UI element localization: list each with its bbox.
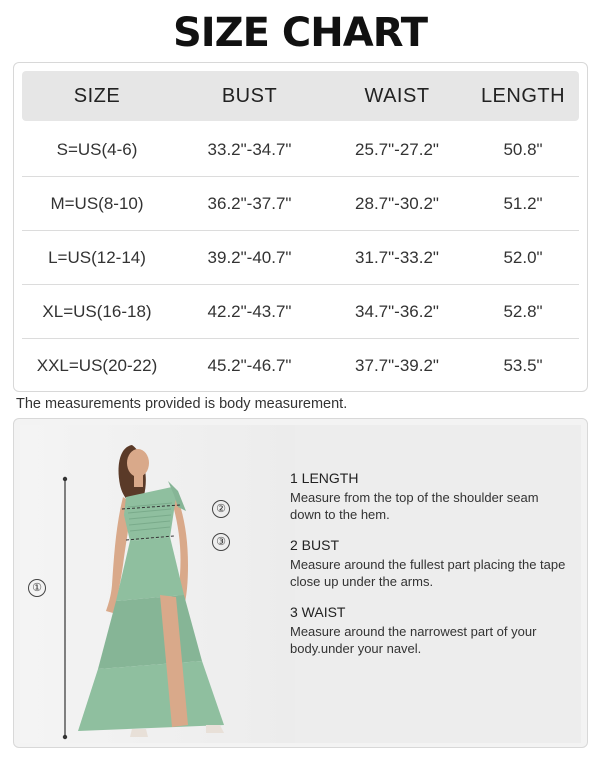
cell-waist: 28.7"-30.2" <box>355 193 439 213</box>
cell-bust: 36.2"-37.7" <box>207 193 292 213</box>
guide-desc: Measure around the fullest part placing the tape close up under the arms. <box>290 557 566 589</box>
table-row <box>22 285 579 339</box>
cell-waist: 37.7"-39.2" <box>355 356 439 375</box>
guide-desc: Measure around the narrowest part of your body.under your navel. <box>290 624 537 656</box>
guide-title: 3 WAIST <box>290 604 346 620</box>
measurement-note: The measurements provided is body measurement. <box>16 396 348 412</box>
cell-size: L=US(12-14) <box>48 247 146 267</box>
guide-item-bust <box>290 537 570 590</box>
guide-instructions <box>290 470 570 671</box>
table-row <box>22 123 579 177</box>
table-row <box>22 177 579 231</box>
header-bust: BUST <box>221 84 278 107</box>
table-row <box>22 231 579 285</box>
waist-marker-icon: ③ <box>212 533 230 551</box>
cell-size: XXL=US(20-22) <box>36 356 158 375</box>
cell-waist: 25.7"-27.2" <box>355 139 439 159</box>
guide-title: 1 LENGTH <box>290 470 359 486</box>
guide-item-waist <box>290 604 570 657</box>
cell-bust: 42.2"-43.7" <box>207 301 292 321</box>
cell-size: M=US(8-10) <box>50 193 144 213</box>
guide-desc: Measure from the top of the shoulder seam down to the hem. <box>290 490 539 522</box>
cell-bust: 33.2"-34.7" <box>207 139 292 159</box>
model-figure-area <box>20 425 295 743</box>
page-title: SIZE CHART <box>172 10 428 56</box>
size-table <box>13 62 588 392</box>
table-row <box>22 339 579 393</box>
header-waist: WAIST <box>364 84 430 107</box>
cell-length: 52.0" <box>503 247 543 267</box>
guide-item-length <box>290 470 570 523</box>
cell-waist: 34.7"-36.2" <box>355 301 439 321</box>
cell-waist: 31.7"-33.2" <box>355 247 439 267</box>
header-length: LENGTH <box>480 84 566 107</box>
cell-length: 51.2" <box>503 193 543 213</box>
bust-marker-icon: ② <box>212 500 230 518</box>
table-header <box>22 71 579 121</box>
cell-length: 52.8" <box>503 301 543 321</box>
model-illustration <box>20 425 295 743</box>
table-body <box>22 123 579 393</box>
cell-bust: 45.2"-46.7" <box>207 356 292 375</box>
cell-size: XL=US(16-18) <box>42 301 152 321</box>
cell-length: 50.8" <box>503 139 543 159</box>
guide-title: 2 BUST <box>290 537 340 553</box>
cell-bust: 39.2"-40.7" <box>207 247 292 267</box>
cell-length: 53.5" <box>503 356 543 375</box>
header-size: SIZE <box>73 84 121 107</box>
cell-size: S=US(4-6) <box>56 139 138 159</box>
length-marker-icon: ① <box>28 579 46 597</box>
